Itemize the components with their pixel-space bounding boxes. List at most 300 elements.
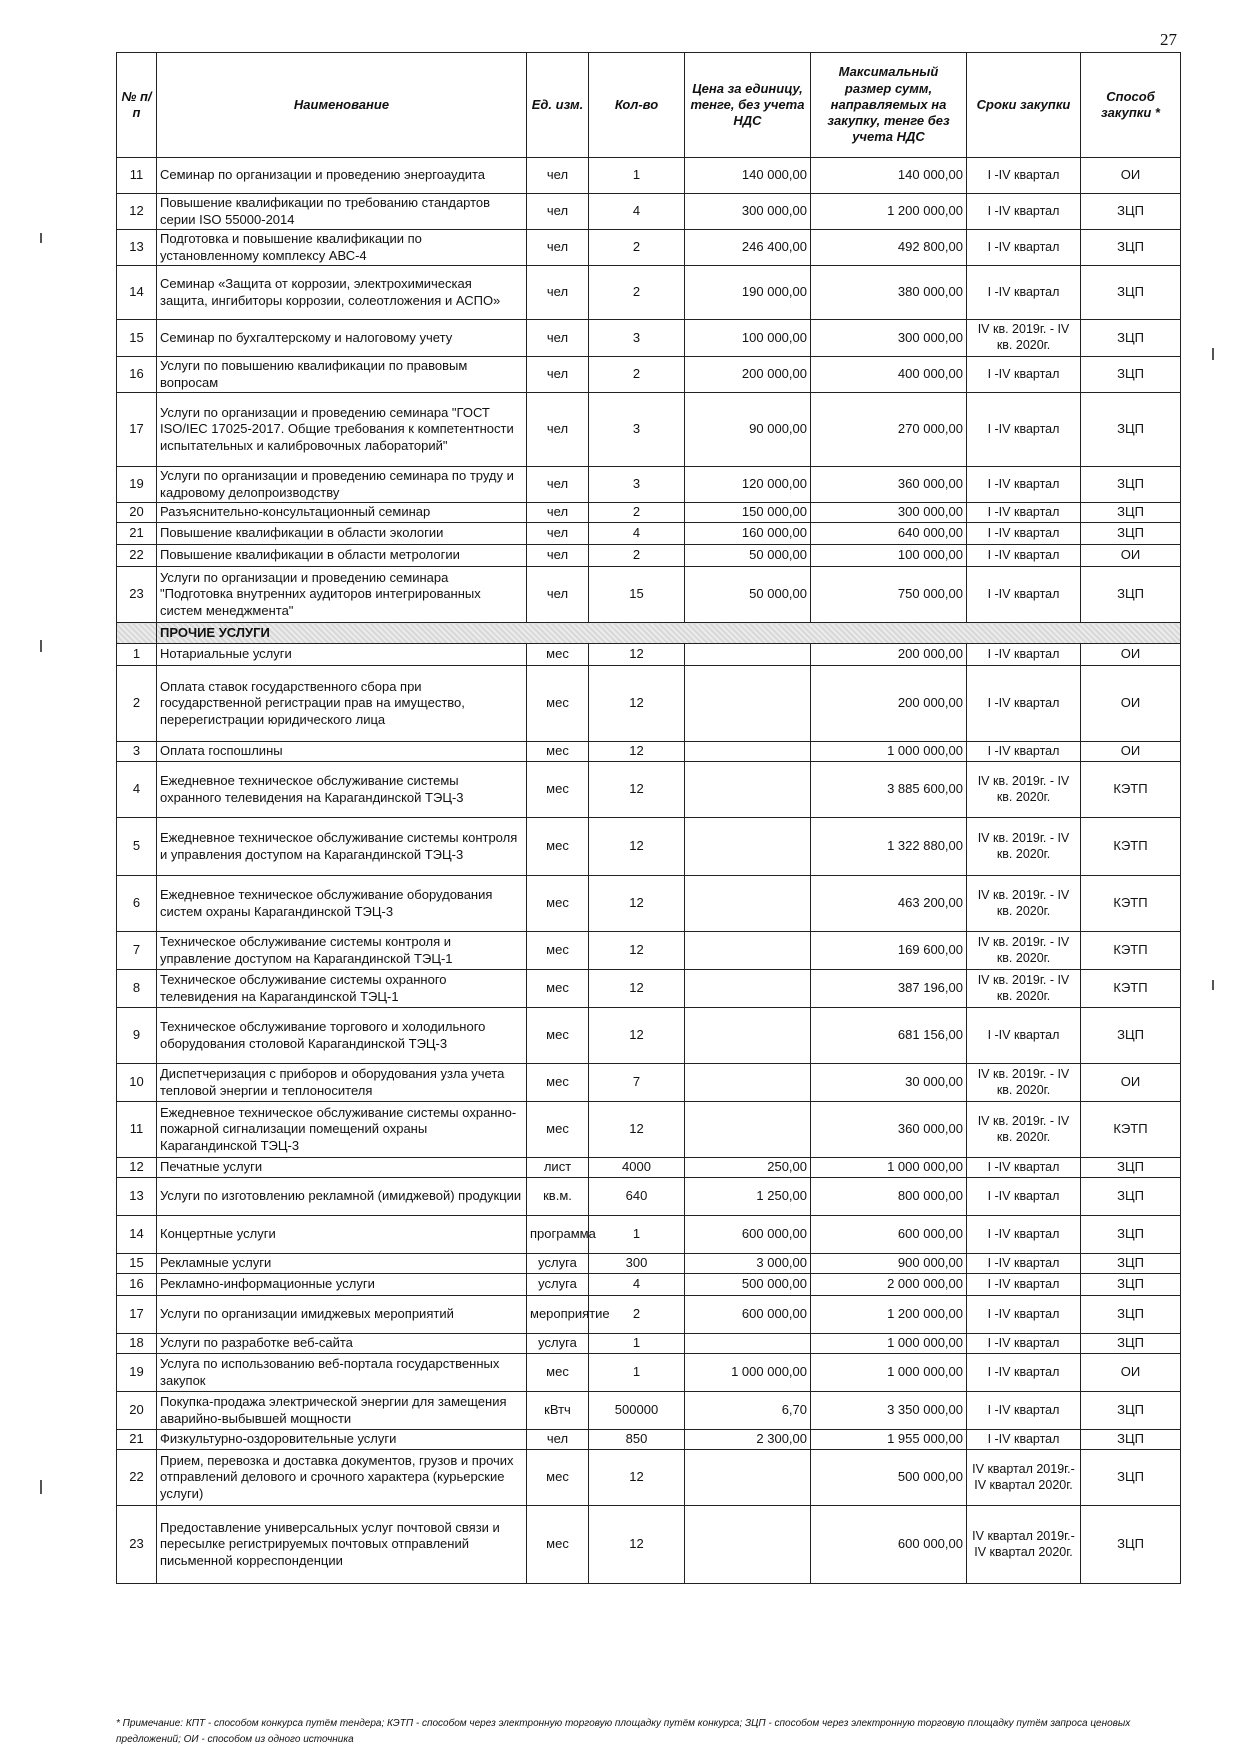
cell-total: 681 156,00 — [811, 1008, 967, 1064]
cell-qty: 12 — [589, 818, 685, 876]
cell-term: I -IV квартал — [967, 1296, 1081, 1334]
cell-term: IV кв. 2019г. - IV кв. 2020г. — [967, 970, 1081, 1008]
cell-price: 1 000 000,00 — [685, 1354, 811, 1392]
table-row — [117, 1008, 1181, 1064]
cell-price — [685, 1334, 811, 1354]
cell-price: 2 300,00 — [685, 1430, 811, 1450]
cell-qty: 850 — [589, 1430, 685, 1450]
cell-price: 500 000,00 — [685, 1274, 811, 1296]
cell-name: Нотариальные услуги — [157, 644, 527, 666]
cell-term: I -IV квартал — [967, 742, 1081, 762]
cell-unit: мес — [527, 818, 589, 876]
cell-term: IV кв. 2019г. - IV кв. 2020г. — [967, 876, 1081, 932]
cell-unit: мес — [527, 666, 589, 742]
cell-unit: лист — [527, 1158, 589, 1178]
cell-unit: мес — [527, 1064, 589, 1102]
cell-qty: 12 — [589, 1506, 685, 1584]
cell-method: ОИ — [1081, 158, 1181, 194]
cell-term: I -IV квартал — [967, 393, 1081, 467]
cell-unit: мес — [527, 970, 589, 1008]
cell-method: ЗЦП — [1081, 194, 1181, 230]
cell-total: 1 322 880,00 — [811, 818, 967, 876]
cell-unit: чел — [527, 357, 589, 393]
cell-name: Семинар «Защита от коррозии, электрохимическая защита, ингибиторы коррозии, солеотложения и АСПО» — [157, 266, 527, 320]
cell-num: 20 — [117, 1392, 157, 1430]
cell-total: 400 000,00 — [811, 357, 967, 393]
cell-price: 6,70 — [685, 1392, 811, 1430]
cell-price: 100 000,00 — [685, 320, 811, 357]
cell-unit: мес — [527, 742, 589, 762]
cell-total: 270 000,00 — [811, 393, 967, 467]
cell-qty: 12 — [589, 876, 685, 932]
procurement-table — [116, 52, 1181, 1584]
scan-speck — [40, 640, 42, 652]
cell-term: I -IV квартал — [967, 1334, 1081, 1354]
table-row — [117, 1354, 1181, 1392]
cell-price: 120 000,00 — [685, 467, 811, 503]
cell-price: 90 000,00 — [685, 393, 811, 467]
cell-price: 150 000,00 — [685, 503, 811, 523]
cell-unit: мес — [527, 876, 589, 932]
cell-total: 500 000,00 — [811, 1450, 967, 1506]
cell-num: 14 — [117, 1216, 157, 1254]
cell-name: Услуги по изготовлению рекламной (имиджевой) продукции — [157, 1178, 527, 1216]
cell-name: Услуги по организации и проведению семинара "Подготовка внутренних аудиторов интегрированных систем менеджмента" — [157, 567, 527, 623]
cell-method: ЗЦП — [1081, 320, 1181, 357]
cell-term: I -IV квартал — [967, 1008, 1081, 1064]
cell-term: I -IV квартал — [967, 1430, 1081, 1450]
cell-name: Семинар по бухгалтерскому и налоговому учету — [157, 320, 527, 357]
cell-method: ЗЦП — [1081, 230, 1181, 266]
cell-unit: чел — [527, 467, 589, 503]
table-row — [117, 1392, 1181, 1430]
table-row — [117, 644, 1181, 666]
table-row — [117, 1334, 1181, 1354]
cell-num: 1 — [117, 644, 157, 666]
cell-unit: чел — [527, 523, 589, 545]
cell-price — [685, 1008, 811, 1064]
cell-method: КЭТП — [1081, 1102, 1181, 1158]
header-num: № п/п — [117, 53, 157, 158]
cell-term: I -IV квартал — [967, 503, 1081, 523]
cell-num: 9 — [117, 1008, 157, 1064]
table-row — [117, 762, 1181, 818]
cell-total: 492 800,00 — [811, 230, 967, 266]
cell-num: 2 — [117, 666, 157, 742]
table-row — [117, 1178, 1181, 1216]
table-row — [117, 932, 1181, 970]
cell-qty: 7 — [589, 1064, 685, 1102]
cell-method: ЗЦП — [1081, 1216, 1181, 1254]
table-row — [117, 1296, 1181, 1334]
cell-name: Повышение квалификации по требованию стандартов серии ISO 55000-2014 — [157, 194, 527, 230]
cell-unit: чел — [527, 230, 589, 266]
procurement-table-container — [116, 52, 1180, 1584]
cell-name: Концертные услуги — [157, 1216, 527, 1254]
cell-qty: 12 — [589, 932, 685, 970]
cell-qty: 12 — [589, 970, 685, 1008]
table-row — [117, 194, 1181, 230]
cell-total: 600 000,00 — [811, 1216, 967, 1254]
cell-name: Ежедневное техническое обслуживание системы охранно-пожарной сигнализации помещений охраны Карагандинской ТЭЦ-3 — [157, 1102, 527, 1158]
cell-total: 140 000,00 — [811, 158, 967, 194]
cell-num: 11 — [117, 158, 157, 194]
cell-price — [685, 1506, 811, 1584]
cell-method: ОИ — [1081, 545, 1181, 567]
cell-method: ЗЦП — [1081, 467, 1181, 503]
cell-qty: 2 — [589, 545, 685, 567]
cell-term: I -IV квартал — [967, 357, 1081, 393]
table-row — [117, 467, 1181, 503]
cell-num: 12 — [117, 1158, 157, 1178]
cell-qty: 2 — [589, 1296, 685, 1334]
table-row — [117, 1102, 1181, 1158]
cell-num: 13 — [117, 1178, 157, 1216]
cell-num: 19 — [117, 1354, 157, 1392]
cell-name: Физкультурно-оздоровительные услуги — [157, 1430, 527, 1450]
cell-term: I -IV квартал — [967, 545, 1081, 567]
scan-speck — [40, 1480, 42, 1494]
cell-name: Услуги по повышению квалификации по правовым вопросам — [157, 357, 527, 393]
header-row — [117, 53, 1181, 158]
cell-num: 11 — [117, 1102, 157, 1158]
cell-term: I -IV квартал — [967, 567, 1081, 623]
table-row — [117, 970, 1181, 1008]
cell-total: 1 200 000,00 — [811, 1296, 967, 1334]
cell-price — [685, 970, 811, 1008]
cell-name: Семинар по организации и проведению энергоаудита — [157, 158, 527, 194]
cell-price — [685, 742, 811, 762]
cell-unit: чел — [527, 266, 589, 320]
cell-method: ЗЦП — [1081, 1334, 1181, 1354]
cell-num: 16 — [117, 357, 157, 393]
cell-qty: 1 — [589, 1216, 685, 1254]
table-row — [117, 567, 1181, 623]
cell-method: ЗЦП — [1081, 266, 1181, 320]
table-row — [117, 1430, 1181, 1450]
cell-qty: 12 — [589, 666, 685, 742]
cell-qty: 2 — [589, 230, 685, 266]
cell-total: 750 000,00 — [811, 567, 967, 623]
cell-price: 50 000,00 — [685, 567, 811, 623]
cell-price: 190 000,00 — [685, 266, 811, 320]
cell-unit: чел — [527, 194, 589, 230]
cell-method: ЗЦП — [1081, 393, 1181, 467]
cell-price: 600 000,00 — [685, 1216, 811, 1254]
cell-method: ЗЦП — [1081, 1296, 1181, 1334]
cell-total: 30 000,00 — [811, 1064, 967, 1102]
cell-name: Услуга по использованию веб-портала государственных закупок — [157, 1354, 527, 1392]
table-row — [117, 1450, 1181, 1506]
cell-qty: 500000 — [589, 1392, 685, 1430]
cell-name: Печатные услуги — [157, 1158, 527, 1178]
cell-unit: чел — [527, 1430, 589, 1450]
cell-qty: 640 — [589, 1178, 685, 1216]
cell-term: IV кв. 2019г. - IV кв. 2020г. — [967, 1102, 1081, 1158]
cell-num: 20 — [117, 503, 157, 523]
cell-term: IV квартал 2019г.-IV квартал 2020г. — [967, 1450, 1081, 1506]
table-row — [117, 1274, 1181, 1296]
footnote: * Примечание: КПТ - способом конкурса путём тендера; КЭТП - способом через электронную торговую площадку путём конкурса; ЗЦП - способом через электронную торговую площадку путём запроса ценовых предложений; ОИ - способом из одного источника — [116, 1718, 1131, 1745]
cell-total: 300 000,00 — [811, 503, 967, 523]
cell-qty: 2 — [589, 503, 685, 523]
cell-method: КЭТП — [1081, 970, 1181, 1008]
page-number: 27 — [1160, 30, 1177, 49]
cell-price: 600 000,00 — [685, 1296, 811, 1334]
cell-qty: 1 — [589, 158, 685, 194]
cell-unit: услуга — [527, 1274, 589, 1296]
cell-method: ЗЦП — [1081, 1178, 1181, 1216]
cell-price: 3 000,00 — [685, 1254, 811, 1274]
cell-name: Подготовка и повышение квалификации по установленному комплексу АВС-4 — [157, 230, 527, 266]
table-row — [117, 742, 1181, 762]
cell-term: I -IV квартал — [967, 666, 1081, 742]
cell-qty: 12 — [589, 644, 685, 666]
cell-price: 200 000,00 — [685, 357, 811, 393]
table-row — [117, 1506, 1181, 1584]
table-row — [117, 266, 1181, 320]
cell-price: 246 400,00 — [685, 230, 811, 266]
table-row — [117, 818, 1181, 876]
cell-name: Рекламные услуги — [157, 1254, 527, 1274]
cell-unit: программа — [527, 1216, 589, 1254]
cell-method: КЭТП — [1081, 876, 1181, 932]
cell-qty: 12 — [589, 762, 685, 818]
cell-num: 6 — [117, 876, 157, 932]
cell-num: 18 — [117, 1334, 157, 1354]
cell-term: IV кв. 2019г. - IV кв. 2020г. — [967, 762, 1081, 818]
cell-price: 160 000,00 — [685, 523, 811, 545]
cell-term: IV кв. 2019г. - IV кв. 2020г. — [967, 320, 1081, 357]
cell-method: ЗЦП — [1081, 1506, 1181, 1584]
cell-name: Услуги по разработке веб-сайта — [157, 1334, 527, 1354]
cell-qty: 2 — [589, 357, 685, 393]
table-row — [117, 1064, 1181, 1102]
cell-qty: 3 — [589, 467, 685, 503]
cell-method: ОИ — [1081, 1064, 1181, 1102]
cell-qty: 1 — [589, 1334, 685, 1354]
cell-total: 800 000,00 — [811, 1178, 967, 1216]
cell-price — [685, 1450, 811, 1506]
cell-term: I -IV квартал — [967, 158, 1081, 194]
cell-name: Техническое обслуживание торгового и холодильного оборудования столовой Карагандинской ТЭЦ-3 — [157, 1008, 527, 1064]
cell-name: Повышение квалификации в области метрологии — [157, 545, 527, 567]
cell-qty: 12 — [589, 1450, 685, 1506]
cell-num: 22 — [117, 545, 157, 567]
cell-num: 14 — [117, 266, 157, 320]
cell-price: 1 250,00 — [685, 1178, 811, 1216]
cell-unit: чел — [527, 567, 589, 623]
cell-num: 23 — [117, 1506, 157, 1584]
cell-term: IV квартал 2019г.-IV квартал 2020г. — [967, 1506, 1081, 1584]
cell-term: I -IV квартал — [967, 1274, 1081, 1296]
cell-num: 22 — [117, 1450, 157, 1506]
cell-term: I -IV квартал — [967, 467, 1081, 503]
cell-name: Услуги по организации и проведению семинара по труду и кадровому делопроизводству — [157, 467, 527, 503]
cell-method: ЗЦП — [1081, 1254, 1181, 1274]
table-row — [117, 545, 1181, 567]
cell-method: ОИ — [1081, 666, 1181, 742]
cell-num: 21 — [117, 523, 157, 545]
cell-qty: 12 — [589, 1008, 685, 1064]
cell-total: 387 196,00 — [811, 970, 967, 1008]
cell-total: 3 885 600,00 — [811, 762, 967, 818]
cell-name: Техническое обслуживание системы контроля и управление доступом на Карагандинской ТЭЦ-1 — [157, 932, 527, 970]
cell-term: I -IV квартал — [967, 1354, 1081, 1392]
cell-num: 12 — [117, 194, 157, 230]
cell-num: 15 — [117, 320, 157, 357]
cell-num: 8 — [117, 970, 157, 1008]
cell-total: 200 000,00 — [811, 666, 967, 742]
cell-total: 1 000 000,00 — [811, 1354, 967, 1392]
cell-total: 640 000,00 — [811, 523, 967, 545]
cell-unit: мес — [527, 932, 589, 970]
cell-price: 300 000,00 — [685, 194, 811, 230]
table-row — [117, 320, 1181, 357]
cell-term: I -IV квартал — [967, 1392, 1081, 1430]
cell-qty: 12 — [589, 1102, 685, 1158]
table-row — [117, 1216, 1181, 1254]
cell-qty: 4 — [589, 194, 685, 230]
cell-unit: кв.м. — [527, 1178, 589, 1216]
cell-price: 250,00 — [685, 1158, 811, 1178]
table-row — [117, 357, 1181, 393]
cell-num: 21 — [117, 1430, 157, 1450]
cell-term: I -IV квартал — [967, 194, 1081, 230]
cell-name: Прием, перевозка и доставка документов, грузов и прочих отправлений делового и срочного характера (курьерские услуги) — [157, 1450, 527, 1506]
cell-total: 1 200 000,00 — [811, 194, 967, 230]
header-name: Наименование — [157, 53, 527, 158]
cell-price — [685, 762, 811, 818]
cell-unit: чел — [527, 545, 589, 567]
cell-total: 300 000,00 — [811, 320, 967, 357]
cell-qty: 300 — [589, 1254, 685, 1274]
cell-method: ЗЦП — [1081, 357, 1181, 393]
cell-name: Покупка-продажа электрической энергии для замещения аварийно-выбывшей мощности — [157, 1392, 527, 1430]
cell-price: 140 000,00 — [685, 158, 811, 194]
cell-term: I -IV квартал — [967, 523, 1081, 545]
cell-qty: 2 — [589, 266, 685, 320]
cell-num: 23 — [117, 567, 157, 623]
cell-unit: услуга — [527, 1254, 589, 1274]
table-row — [117, 666, 1181, 742]
table-row — [117, 158, 1181, 194]
cell-method: ЗЦП — [1081, 1274, 1181, 1296]
cell-total: 900 000,00 — [811, 1254, 967, 1274]
cell-term: I -IV квартал — [967, 1158, 1081, 1178]
cell-name: Диспетчеризация с приборов и оборудования узла учета тепловой энергии и теплоносителя — [157, 1064, 527, 1102]
cell-method: ЗЦП — [1081, 1450, 1181, 1506]
cell-num: 16 — [117, 1274, 157, 1296]
cell-method: ЗЦП — [1081, 523, 1181, 545]
table-row — [117, 876, 1181, 932]
cell-name: Техническое обслуживание системы охранного телевидения на Карагандинской ТЭЦ-1 — [157, 970, 527, 1008]
cell-unit: чел — [527, 393, 589, 467]
cell-method: КЭТП — [1081, 762, 1181, 818]
cell-price — [685, 1102, 811, 1158]
cell-unit: мес — [527, 1506, 589, 1584]
cell-name: Оплата ставок государственного сбора при государственной регистрации прав на имущество, перерегистрации юридического лица — [157, 666, 527, 742]
cell-term: I -IV квартал — [967, 1254, 1081, 1274]
header-total: Максимальный размер сумм, направляемых на закупку, тенге без учета НДС — [811, 53, 967, 158]
cell-num: 19 — [117, 467, 157, 503]
cell-term: I -IV квартал — [967, 1216, 1081, 1254]
cell-unit: мероприятие — [527, 1296, 589, 1334]
cell-unit: мес — [527, 1450, 589, 1506]
cell-name: Предоставление универсальных услуг почтовой связи и пересылке регистрируемых почтовых отправлений письменной корреспонденции — [157, 1506, 527, 1584]
cell-qty: 4 — [589, 1274, 685, 1296]
table-row — [117, 523, 1181, 545]
cell-num: 15 — [117, 1254, 157, 1274]
cell-total: 1 000 000,00 — [811, 1334, 967, 1354]
cell-total: 3 350 000,00 — [811, 1392, 967, 1430]
cell-term: I -IV квартал — [967, 266, 1081, 320]
section-spacer — [117, 623, 157, 644]
cell-price — [685, 1064, 811, 1102]
table-row — [117, 1158, 1181, 1178]
cell-price — [685, 644, 811, 666]
header-term: Сроки закупки — [967, 53, 1081, 158]
cell-total: 360 000,00 — [811, 467, 967, 503]
table-row — [117, 393, 1181, 467]
cell-qty: 4000 — [589, 1158, 685, 1178]
cell-method: ЗЦП — [1081, 1008, 1181, 1064]
cell-unit: услуга — [527, 1334, 589, 1354]
cell-method: КЭТП — [1081, 818, 1181, 876]
cell-num: 4 — [117, 762, 157, 818]
cell-name: Оплата госпошлины — [157, 742, 527, 762]
cell-method: ОИ — [1081, 1354, 1181, 1392]
cell-name: Рекламно-информационные услуги — [157, 1274, 527, 1296]
cell-method: ЗЦП — [1081, 1430, 1181, 1450]
cell-name: Разъяснительно-консультационный семинар — [157, 503, 527, 523]
cell-method: ЗЦП — [1081, 503, 1181, 523]
table-body — [117, 158, 1181, 1584]
cell-qty: 15 — [589, 567, 685, 623]
cell-total: 360 000,00 — [811, 1102, 967, 1158]
cell-method: ЗЦП — [1081, 1392, 1181, 1430]
cell-num: 10 — [117, 1064, 157, 1102]
header-price: Цена за единицу, тенге, без учета НДС — [685, 53, 811, 158]
cell-unit: мес — [527, 1008, 589, 1064]
cell-term: I -IV квартал — [967, 1178, 1081, 1216]
table-row — [117, 1254, 1181, 1274]
section-row — [117, 623, 1181, 644]
cell-total: 200 000,00 — [811, 644, 967, 666]
cell-total: 2 000 000,00 — [811, 1274, 967, 1296]
cell-unit: мес — [527, 762, 589, 818]
cell-num: 3 — [117, 742, 157, 762]
cell-method: ОИ — [1081, 742, 1181, 762]
cell-name: Ежедневное техническое обслуживание системы контроля и управления доступом на Карагандинской ТЭЦ-3 — [157, 818, 527, 876]
cell-method: ОИ — [1081, 644, 1181, 666]
cell-total: 100 000,00 — [811, 545, 967, 567]
cell-qty: 3 — [589, 320, 685, 357]
scan-speck — [40, 233, 42, 243]
table-header — [117, 53, 1181, 158]
cell-qty: 1 — [589, 1354, 685, 1392]
cell-term: IV кв. 2019г. - IV кв. 2020г. — [967, 1064, 1081, 1102]
cell-num: 5 — [117, 818, 157, 876]
cell-unit: кВтч — [527, 1392, 589, 1430]
section-title: ПРОЧИЕ УСЛУГИ — [157, 623, 1181, 644]
cell-term: IV кв. 2019г. - IV кв. 2020г. — [967, 818, 1081, 876]
cell-term: I -IV квартал — [967, 644, 1081, 666]
cell-unit: мес — [527, 1102, 589, 1158]
cell-name: Услуги по организации имиджевых мероприятий — [157, 1296, 527, 1334]
cell-num: 17 — [117, 1296, 157, 1334]
cell-price — [685, 818, 811, 876]
